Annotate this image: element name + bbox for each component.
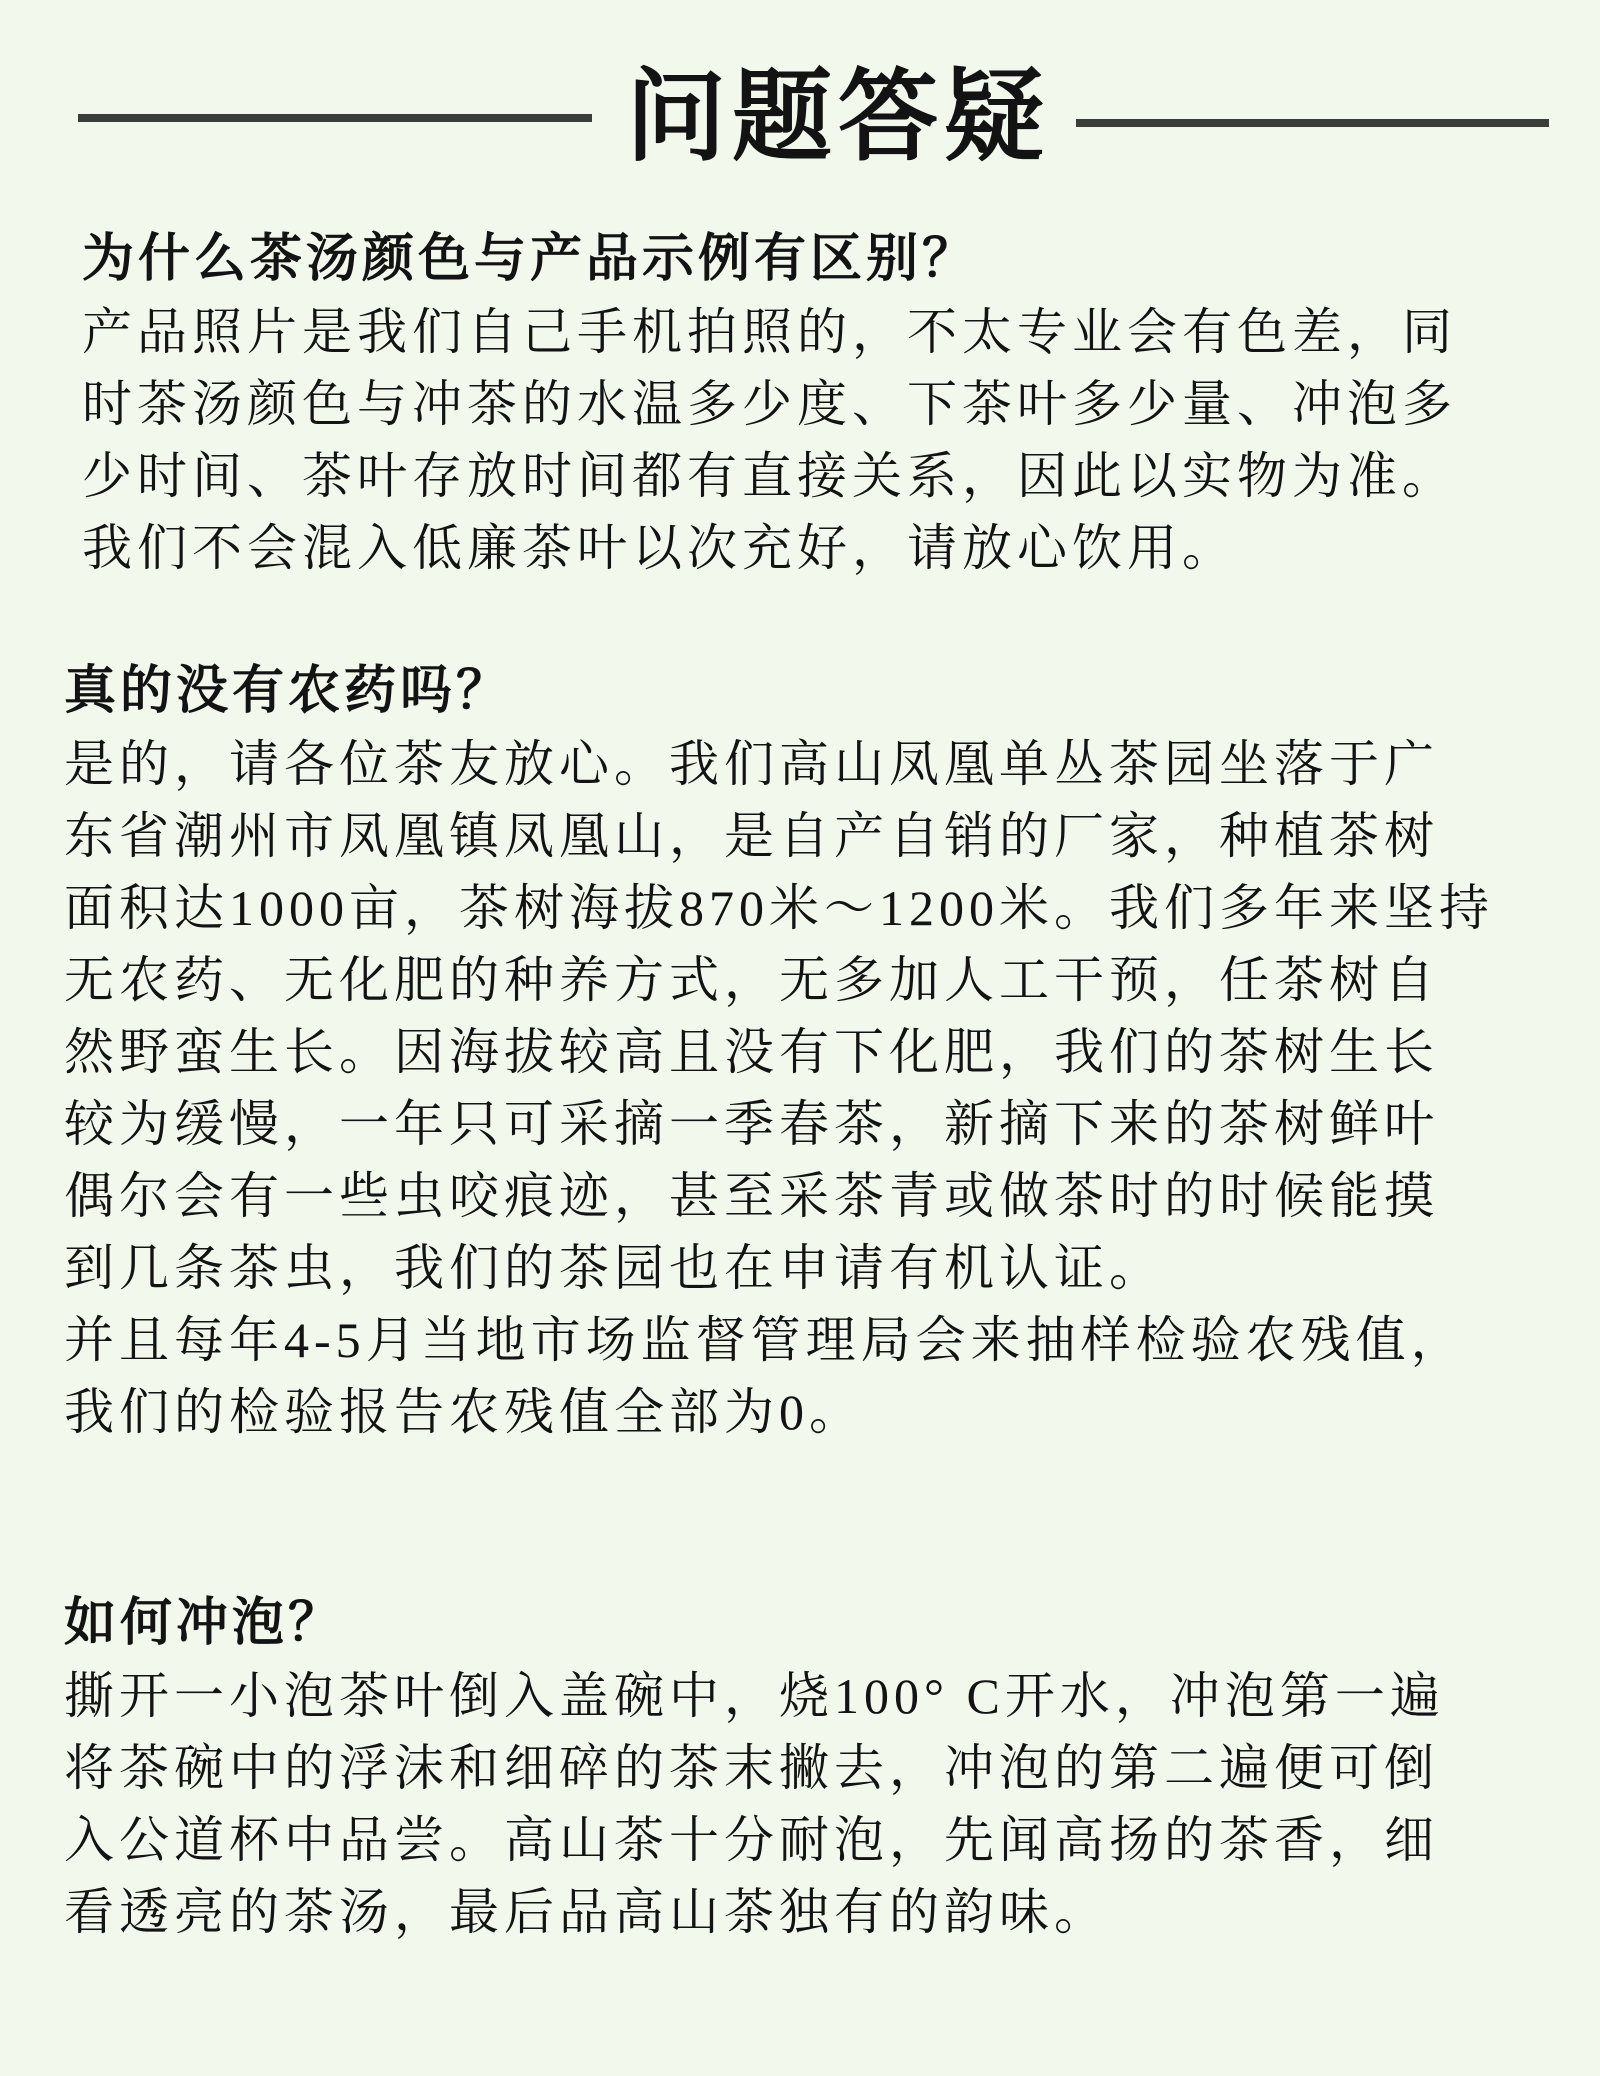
question-heading: 如何冲泡？ <box>64 1595 345 1652</box>
answer-line: 少时间、茶叶存放时间都有直接关系，因此以实物为准。 <box>82 448 1457 504</box>
answer-line: 到几条茶虫，我们的茶园也在申请有机认证。 <box>64 1240 1164 1296</box>
answer-line: 撕开一小泡茶叶倒入盖碗中，烧100° C开水，冲泡第一遍 <box>64 1668 1445 1724</box>
answer-line: 入公道杯中品尝。高山茶十分耐泡，先闻高扬的茶香，细 <box>64 1812 1439 1868</box>
answer-line: 我们不会混入低廉茶叶以次充好，请放心饮用。 <box>82 520 1237 576</box>
answer-line: 然野蛮生长。因海拔较高且没有下化肥，我们的茶树生长 <box>64 1024 1439 1080</box>
qa-section-pesticide <box>64 656 1560 1448</box>
answer-line: 是的，请各位茶友放心。我们高山凤凰单丛茶园坐落于广 <box>64 736 1439 792</box>
answer-line: 东省潮州市凤凰镇凤凰山，是自产自销的厂家，种植茶树 <box>64 808 1439 864</box>
answer-line: 面积达1000亩，茶树海拔870米～1200米。我们多年来坚持 <box>64 880 1494 936</box>
answer-line: 较为缓慢，一年只可采摘一季春茶，新摘下来的茶树鲜叶 <box>64 1096 1439 1152</box>
answer-line: 我们的检验报告农残值全部为0。 <box>64 1384 864 1440</box>
answer-line: 将茶碗中的浮沫和细碎的茶末撇去，冲泡的第二遍便可倒 <box>64 1740 1439 1796</box>
qa-section-tea-color <box>82 224 1560 584</box>
title-divider-left <box>78 114 592 122</box>
question-heading: 为什么茶汤颜色与产品示例有区别？ <box>82 231 979 288</box>
page-header <box>0 0 1600 180</box>
answer-line: 无农药、无化肥的种养方式，无多加人工干预，任茶树自 <box>64 952 1439 1008</box>
title-divider-right <box>1076 119 1549 127</box>
answer-line: 产品照片是我们自己手机拍照的，不太专业会有色差，同 <box>82 304 1457 360</box>
qa-section-brewing <box>64 1588 1560 1948</box>
answer-line: 偶尔会有一些虫咬痕迹，甚至采茶青或做茶时的时候能摸 <box>64 1168 1439 1224</box>
page-title: 问题答疑 <box>626 62 1050 173</box>
question-heading: 真的没有农药吗？ <box>64 663 513 720</box>
answer-line: 看透亮的茶汤，最后品高山茶独有的韵味。 <box>64 1884 1109 1940</box>
answer-line: 并且每年4-5月当地市场监督管理局会来抽样检验农残值， <box>64 1312 1466 1368</box>
answer-line: 时茶汤颜色与冲茶的水温多少度、下茶叶多少量、冲泡多 <box>82 376 1457 432</box>
